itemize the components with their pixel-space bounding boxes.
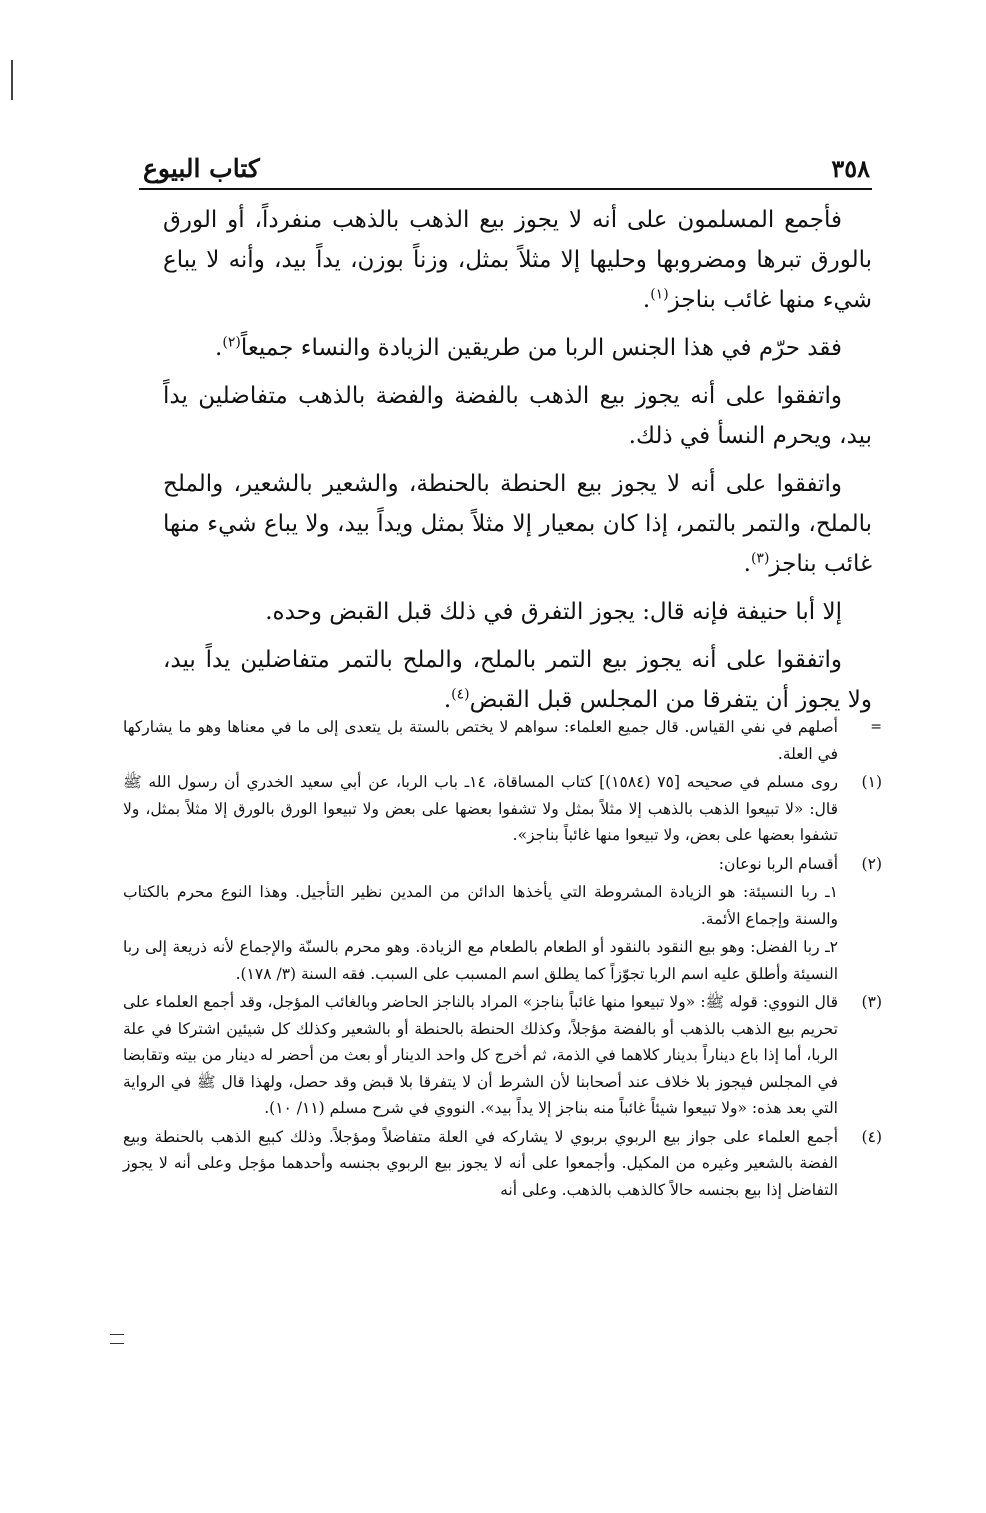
footnote-continuation [123,714,882,767]
footnote-1 [123,769,882,849]
paragraph-6 [163,640,872,720]
footnote-text: روى مسلم في صحيحه [٧٥ (١٥٨٤)] كتاب المساقاة، ١٤ـ باب الربا، عن أبي سعيد الخدري أن رسول الله ﷺ قال: «لا تبيعوا الذهب بالذهب إلا مثلاً بمثل ولا تشفوا بعضها على بعض ولا تبيعوا الورق بالورق إلا مثلاً بمثل، ولا تشفوا بعضها على بعض، ولا تبيعوا منها غائباً بناجز». [123,773,838,844]
paragraph-4 [163,464,872,584]
footnote-3 [123,989,882,1122]
scan-edge-mark [11,60,13,100]
footnote-4 [123,1124,882,1204]
footnote-text: أصلهم في نفي القياس. قال جميع العلماء: سواهم لا يختص بالستة بل يتعدى إلى ما في معناها وهو ما يشاركها في العلة. [123,718,838,763]
footnote-text: أقسام الربا نوعان: [718,854,838,873]
paragraph-text: فقد حرّم في هذا الجنس الربا من طريقين الزيادة والنساء جميعاً [240,335,842,361]
paragraph-end: . [443,687,452,713]
footnote-2 [123,851,882,878]
paragraph-5 [163,592,872,632]
page-header [139,148,872,190]
footnote-number: (١) [861,773,882,791]
paragraph-text: إلا أبا حنيفة فإنه قال: يجوز التفرق في ذلك قبل القبض وحده. [265,599,842,625]
paragraph-text: واتفقوا على أنه يجوز بيع التمر بالملح، والملح بالتمر متفاضلين يداً بيد، ولا يجوز أن يتفرقا من المجلس قبل القبض [163,647,872,713]
page-number: ٣٥٨ [831,153,870,183]
footnote-2-item-2: ٢ـ ربا الفضل: وهو بيع النقود بالنقود أو الطعام بالطعام مع الزيادة. وهو محرم بالسنّة والإجماع لأنه ذريعة إلى ربا النسيئة وأطلق عليه اسم الربا تجوّزاً كما يطلق اسم المسبب على السبب. فقه السنة (٣/ ١٧٨). [123,938,838,983]
footnote-ref-1: (١) [650,286,669,303]
footnote-text: أجمع العلماء على جواز بيع الربوي بربوي لا يشاركه في العلة متفاضلاً ومؤجلاً. وذلك كبيع الذهب بالحنطة وبيع الفضة بالشعير وغيره من المكيل. وأجمعوا على أنه لا يجوز بيع الربوي بجنسه وأحدهما مؤجل وعلى أنه لا يجوز التفاضل إذا بيع بجنسه حالاً كالذهب بالذهب. وعلى أنه [123,1127,838,1199]
paragraph-2 [163,328,872,368]
main-text [163,200,872,728]
paragraph-text: واتفقوا على أنه يجوز بيع الذهب بالفضة والفضة بالذهب متفاضلين يداً بيد، ويحرم النسأ في ذلك. [163,383,872,449]
paragraph-end: . [743,551,751,577]
footnote-ref-2: (٢) [222,334,241,351]
paragraph-1 [163,200,872,320]
running-title: كتاب البيوع [143,153,260,183]
paragraph-3 [163,376,872,456]
paragraph-end: . [642,287,651,313]
footnote-number: (٤) [861,1127,882,1146]
continuation-mark: = [870,719,882,735]
footnote-text: قال النووي: قوله ﷺ: «ولا تبيعوا منها غائباً بناجز» المراد بالناجز الحاضر وبالغائب المؤجل، وقد أجمع العلماء على تحريم بيع الذهب بالذهب أو بالفضة مؤجلاً، وكذلك الحنطة بالحنطة أو بالشعير وكذلك كل شيئين اشتركا في علة الربا، أما إذا باع ديناراً بدينار كلاهما في الذمة، ثم أخرج كل واحد الدينار أو بعث من أحضر له دينار من بيته وتقابضا في المجلس فيجوز بلا خلاف عند أصحابنا لأن الشرط أن لا يتفرقا بلا قبض وقد حصل، ولهذا قال ﷺ في الرواية التي بعد هذه: «ولا تبيعوا شيئاً غائباً منه بناجز إلا يداً بيد». النووي في شرح مسلم (١١/ ١٠). [123,993,838,1117]
continuation-equals-mark [110,1334,124,1344]
footnote-ref-3: (٣) [750,550,770,567]
paragraph-text: فأجمع المسلمون على أنه لا يجوز بيع الذهب بالذهب منفرداً، أو الورق بالورق تبرها ومضروبها وحليها إلا مثلاً بمثل، وزناً بوزن، يداً بيد، وأنه لا يباع شيء منها غائب بناجز [163,207,872,313]
paragraph-end: . [215,335,223,361]
footnote-2-item-1: ١ـ ربا النسيئة: هو الزيادة المشروطة التي يأخذها الدائن من المدين نظير التأجيل. وهذا النوع محرم بالكتاب والسنة وإجماع الأئمة. [123,883,838,928]
footnote-number: (٢) [861,854,882,873]
footnote-number: (٣) [861,993,882,1011]
paragraph-text: واتفقوا على أنه لا يجوز بيع الحنطة بالحنطة، والشعير بالشعير، والملح بالملح، والتمر بالتمر، إذا كان بمعيار إلا مثلاً بمثل ويداً بيد، ولا يباع شيء منها غائب بناجز [163,471,872,577]
footnotes [123,714,882,1205]
footnote-ref-4: (٤) [451,686,470,703]
